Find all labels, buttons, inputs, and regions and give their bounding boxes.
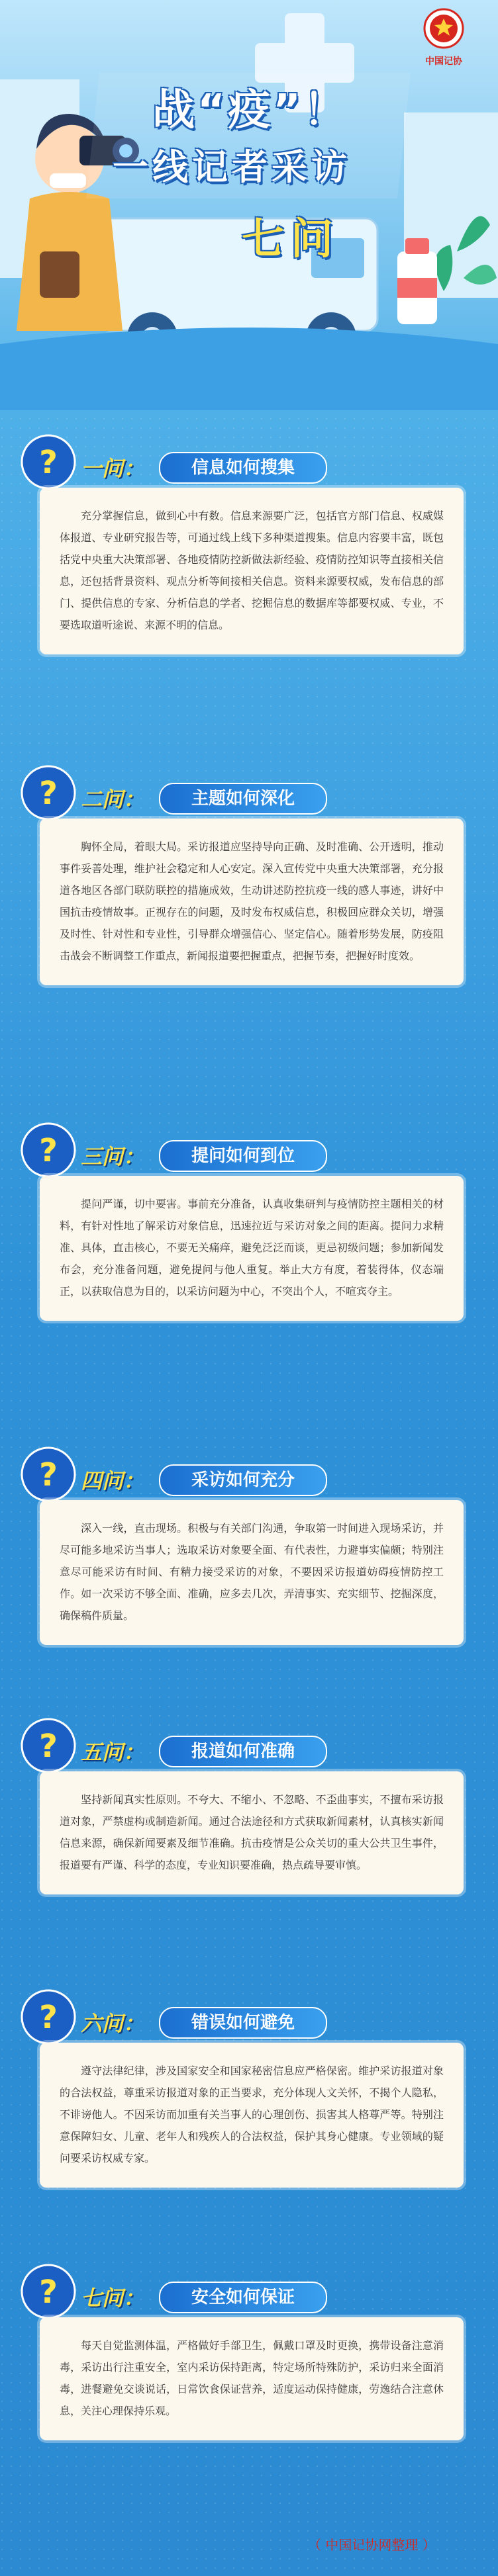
question-mark-icon <box>20 764 77 821</box>
svg-text:?: ? <box>39 1728 58 1765</box>
section-title: 信息如何搜集 <box>191 458 295 478</box>
svg-text:?: ? <box>39 1456 58 1493</box>
question-mark-icon <box>20 433 77 490</box>
question-mark-icon <box>20 2263 77 2320</box>
section-title: 安全如何保证 <box>191 2287 295 2307</box>
section-number: 六问： <box>81 2011 145 2036</box>
section-body: 深入一线，直击现场。积极与有关部门沟通，争取第一时间进入现场采访，并尽可能多地采访当事人；选取采访对象要全面、有代表性，力避事实偏颇；特别注意尽可能采访有时间、有精力接受采访的对象，不要因采访报道妨碍疫情防控工作。如一次采访不够全面、准确，应多去几次，弄清事实、充实细节、挖掘深度，确保稿件质量。 <box>60 1522 444 1622</box>
section-header <box>20 1446 477 1505</box>
section-title: 主题如何深化 <box>191 789 295 809</box>
section-body: 提问严谨，切中要害。事前充分准备，认真收集研判与疫情防控主题相关的材料，有针对性地了解采访对象信息，迅速拉近与采访对象之间的距离。提问力求精准、具体，直击核心，不要无关痛痒，避免泛泛而谈，更忌初级问题；参加新闻发布会，充分准备问题，避免提问与他人重复。举止大方有度，着装得体，仪态端正，以获取信息为目的，以采访问题为中心，不突出个人，不喧宾夺主。 <box>60 1198 444 1298</box>
section-card <box>40 2043 464 2188</box>
section-title: 提问如何到位 <box>191 1146 295 1166</box>
section-header <box>20 1122 477 1181</box>
section-header <box>20 764 477 824</box>
section-body: 遵守法律纪律，涉及国家安全和国家秘密信息应严格保密。维护采访报道对象的合法权益，尊重采访报道对象的正当要求，充分体现人文关怀，不揭个人隐私，不诽谤他人。不因采访而加重有关当事人的心理创伤、损害其人格尊严等。特别注意保障妇女、儿童、老年人和残疾人的合法权益，保护其身心健康。专业领域的疑问要采访权威专家。 <box>60 2065 444 2164</box>
section-number: 一问： <box>81 456 145 481</box>
section-title-pill <box>159 452 327 484</box>
section-title-pill <box>159 1736 327 1767</box>
section-title-pill <box>159 1464 327 1496</box>
source-credit: （ 中国记协网整理 ） <box>308 2537 436 2553</box>
section-card <box>40 2317 464 2440</box>
section-card <box>40 1500 464 1645</box>
title-line-1: 战“疫”！ <box>152 86 349 135</box>
section-3 <box>20 1122 477 1321</box>
section-4 <box>20 1446 477 1645</box>
section-7 <box>20 2263 477 2440</box>
section-number: 七问： <box>81 2286 145 2311</box>
section-body: 坚持新闻真实性原则。不夸大、不缩小、不忽略、不歪曲事实，不擅布采访报道对象，严禁虚构或制造新闻。通过合法途径和方式获取新闻素材，认真核实新闻信息来源，确保新闻要素及细节准确。抗击疫情是公众关切的重大公共卫生事件，报道要有严谨、科学的态度，专业知识要准确，热点疏导要审慎。 <box>60 1793 444 1871</box>
section-title-pill <box>159 1140 327 1172</box>
section-title-pill <box>159 2007 327 2039</box>
svg-text:?: ? <box>39 775 58 812</box>
section-title: 采访如何充分 <box>191 1470 295 1490</box>
section-header <box>20 1988 477 2048</box>
section-header <box>20 433 477 493</box>
question-mark-icon <box>20 1717 77 1774</box>
svg-text:?: ? <box>39 444 58 481</box>
section-header <box>20 1717 477 1777</box>
logo-text: 中国记协 <box>425 56 462 66</box>
section-body: 每天自觉监测体温，严格做好手部卫生，佩戴口罩及时更换，携带设备注意消毒，采访出行注重安全，室内采访保持距离，特定场所特殊防护，采访归来全面消毒，进餐避免交谈说话，日常饮食保证营养，适度运动保持健康，劳逸结合注意休息，关注心理保持乐观。 <box>60 2339 444 2417</box>
section-body: 充分掌握信息，做到心中有数。信息来源要广泛，包括官方部门信息、权威媒体报道、专业研究报告等，可通过线上线下多种渠道搜集。信息内容要丰富，既包括党中央重大决策部署、各地疫情防控新做法新经验、疫情防控知识等直接相关信息，还包括背景资料、观点分析等间接相关信息。资料来源要权威，发布信息的部门、提供信息的专家、分析信息的学者、挖掘信息的数据库等都要权威、专业，不要选取道听途说、来源不明的信息。 <box>60 510 444 631</box>
logo <box>404 8 483 67</box>
section-body: 胸怀全局，着眼大局。采访报道应坚持导向正确、及时准确、公开透明，推动事件妥善处理，维护社会稳定和人心安定。深入宣传党中央重大决策部署，充分报道各地区各部门联防联控的措施成效，生动讲述防控抗疫一线的感人事迹，讲好中国抗击疫情故事。正视存在的问题，及时发布权威信息，积极回应群众关切，增强及时性、针对性和专业性，引导群众增强信心、坚定信心。随着形势发展，防疫阻击战会不断调整工作重点，新闻报道要把握重点，把握节奏，把握好时度效。 <box>60 840 444 962</box>
title-line-2: 一线记者采访 <box>113 146 351 188</box>
svg-text:?: ? <box>39 1999 58 2036</box>
emblem-icon <box>423 8 464 49</box>
svg-text:?: ? <box>39 1132 58 1169</box>
section-title-pill <box>159 2282 327 2313</box>
section-2 <box>20 764 477 985</box>
question-mark-icon <box>20 1988 77 2045</box>
section-card <box>40 819 464 985</box>
title-line-3: 七问 <box>242 215 340 264</box>
section-card <box>40 1771 464 1894</box>
section-title: 错误如何避免 <box>191 2013 295 2033</box>
section-6 <box>20 1988 477 2188</box>
section-card <box>40 488 464 654</box>
section-title: 报道如何准确 <box>191 1742 295 1761</box>
section-5 <box>20 1717 477 1894</box>
section-1 <box>20 433 477 654</box>
section-number: 四问： <box>81 1468 145 1493</box>
section-number: 三问： <box>81 1144 145 1169</box>
section-header <box>20 2263 477 2323</box>
section-number: 二问： <box>81 787 145 812</box>
section-number: 五问： <box>81 1740 145 1765</box>
section-card <box>40 1176 464 1321</box>
question-mark-icon <box>20 1122 77 1178</box>
svg-text:?: ? <box>39 2274 58 2311</box>
section-title-pill <box>159 783 327 815</box>
question-mark-icon <box>20 1446 77 1503</box>
